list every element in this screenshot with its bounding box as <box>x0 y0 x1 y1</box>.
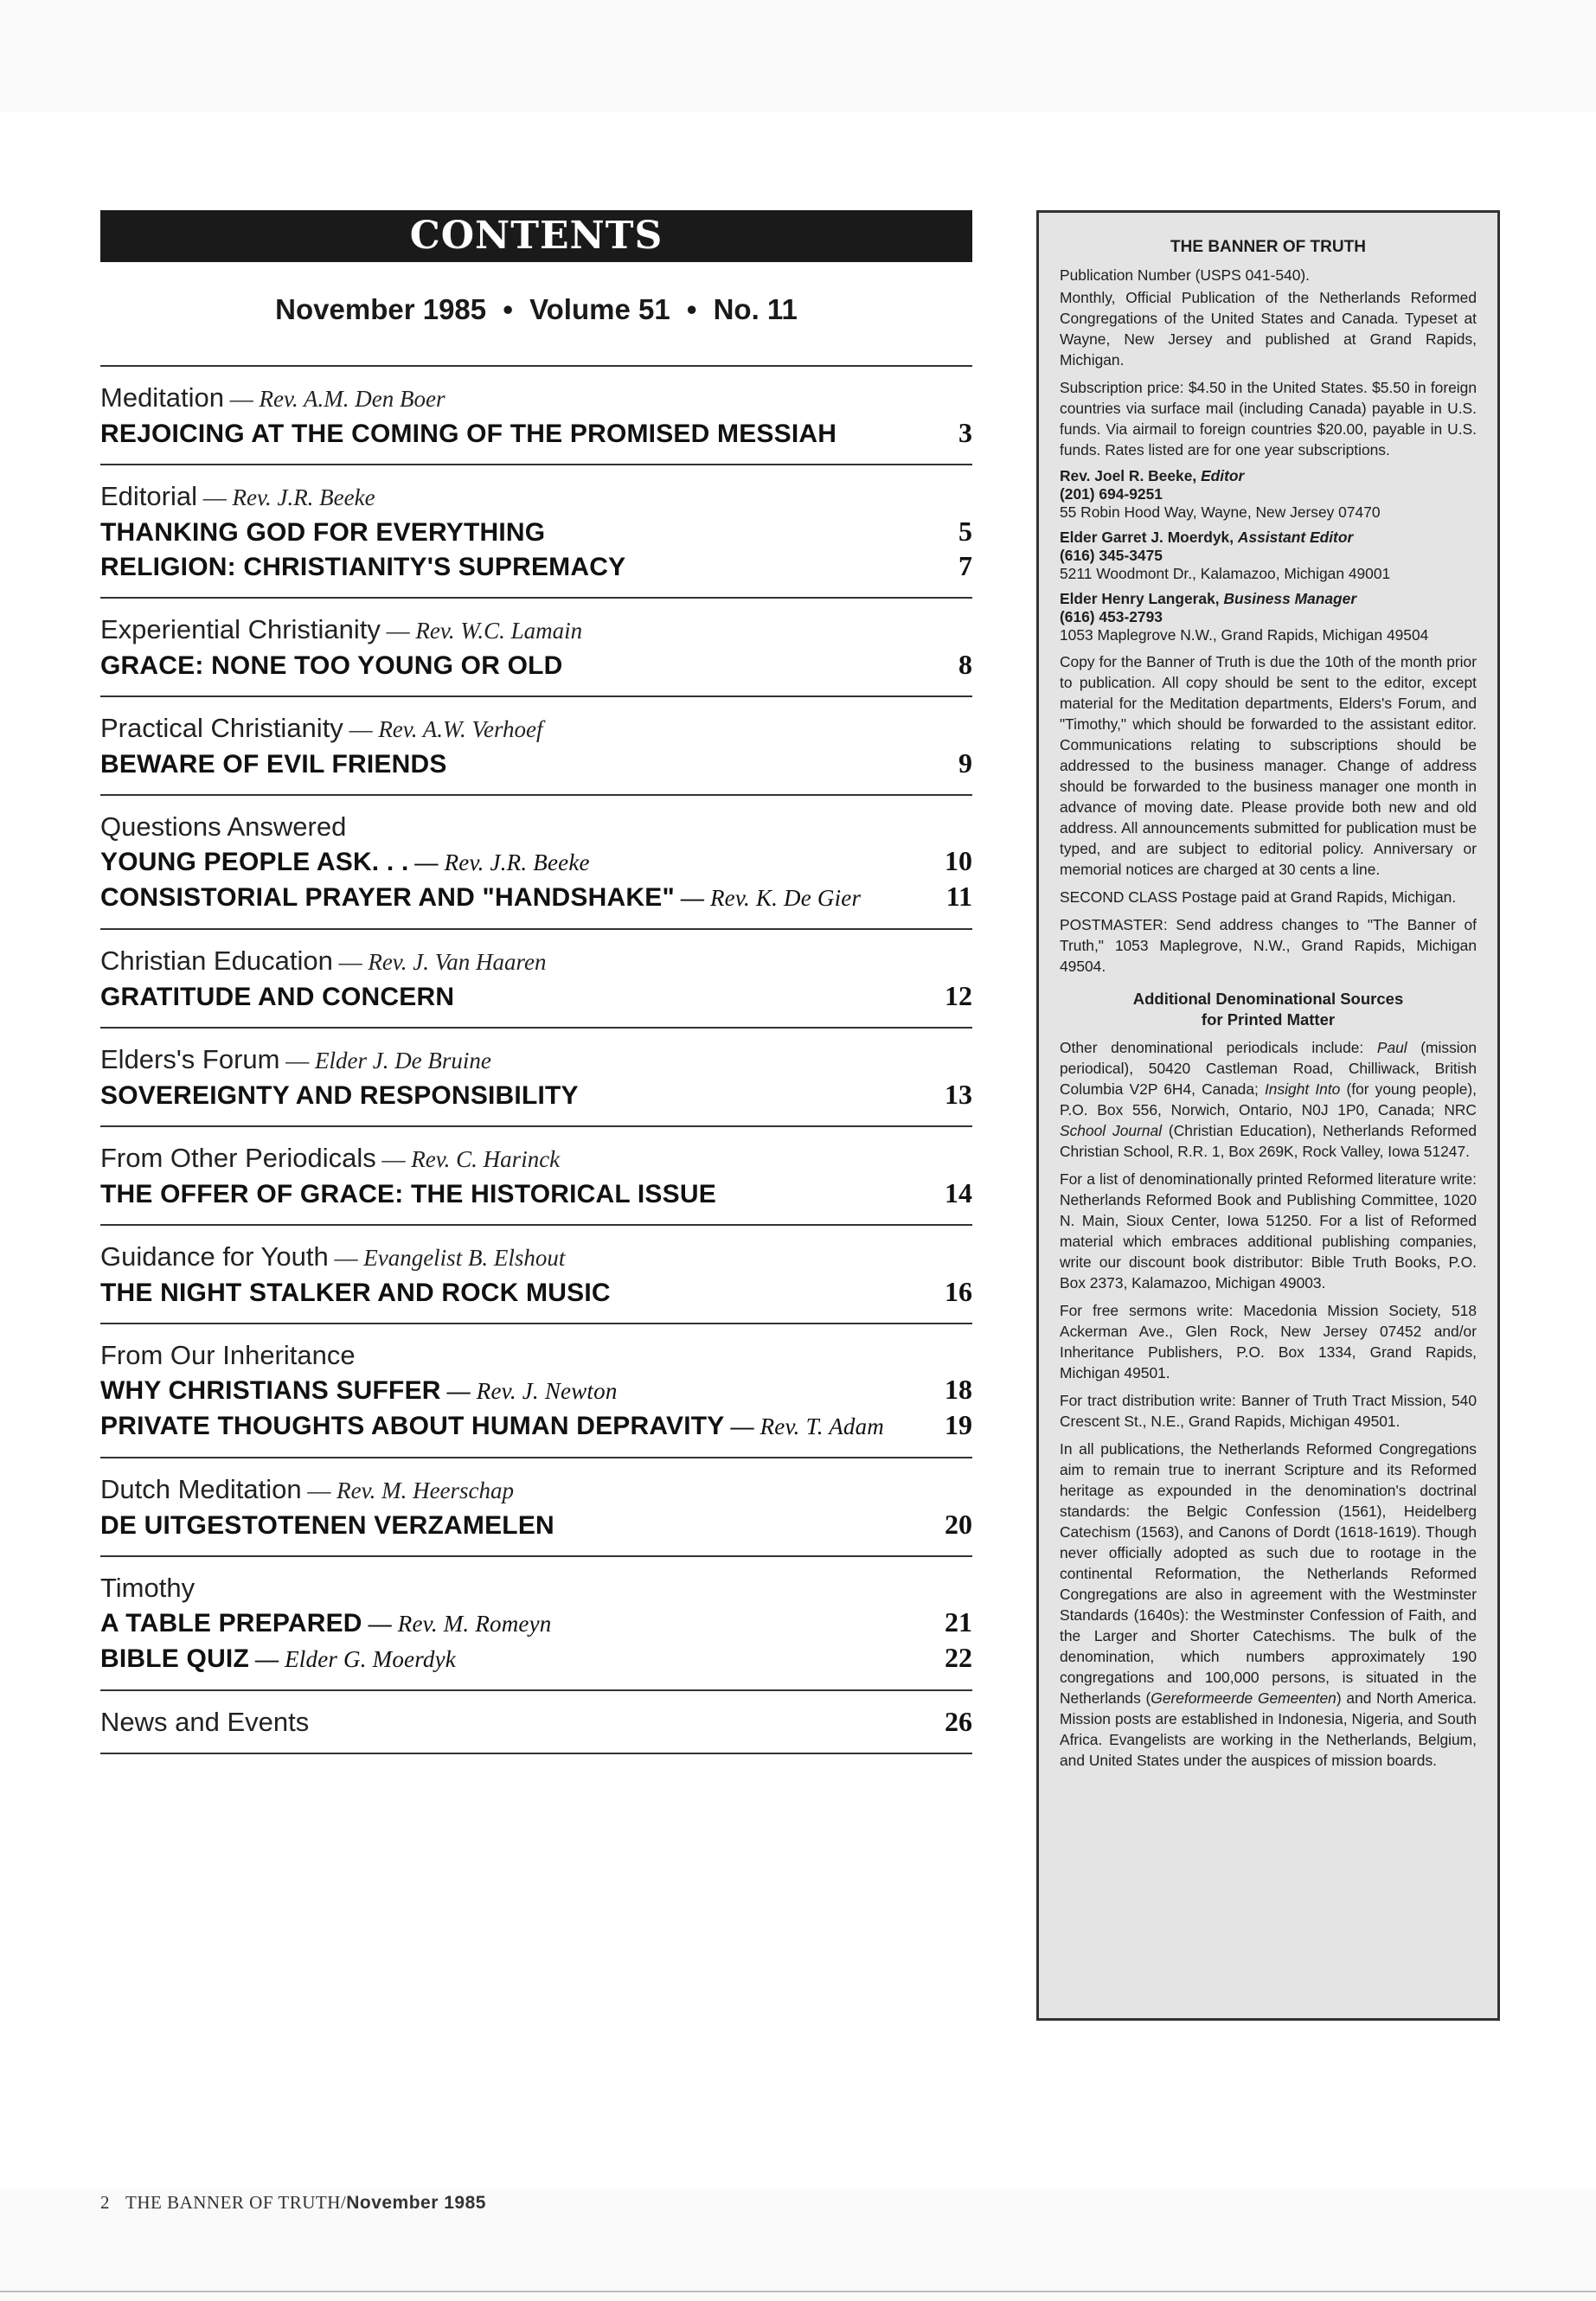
issue-volume: Volume 51 <box>529 293 670 325</box>
em-dash: — <box>279 1048 315 1074</box>
page-number: 19 <box>945 1409 972 1440</box>
masthead-box <box>1036 210 1500 2021</box>
staff-address: 5211 Woodmont Dr., Kalamazoo, Michigan 49001 <box>1060 565 1391 582</box>
section-byline: Rev. A.W. Verhoef <box>378 716 543 742</box>
article-byline: Rev. J. Newton <box>476 1378 618 1404</box>
sources-heading-line-2: for Printed Matter <box>1201 1010 1336 1029</box>
article-title <box>100 1409 920 1444</box>
section-heading <box>100 1338 972 1373</box>
page-number: 16 <box>945 1276 972 1307</box>
section-heading <box>100 1042 972 1078</box>
sermons-paragraph: For free sermons write: Macedonia Mission Society, 518 Ackerman Ave., Glen Rock, New Jersey 07452 and/or Inheritance Publishers, P.O. Box 1334, Grand Rapids, Michigan 49501. <box>1060 1302 1477 1381</box>
article-title-text: WHY CHRISTIANS SUFFER <box>100 1376 441 1405</box>
publication-number: Publication Number (USPS 041-540). <box>1060 266 1311 284</box>
aim-text: In all publications, the Netherlands Reformed Congregations aim to remain true to inerrant Scripture and its Reformed heritage as expounded in the denomination's doctrinal standards: the Belgic Confession (1561), Heidelberg Catechism (1563), and Canons of Dordt (1618-1619). Though never officially adopted as such due to rootage in the continental Reformation, the Netherlands Reformed Congregations are also in agreement with the Westminster Standards (1640s): the Westminster Confession of Faith, and the Larger and Shorter Catechisms. The bulk of the denomination, which numbers approximately 190 congregations and 100,000 persons, is situated in the Netherlands ( <box>1060 1440 1477 1707</box>
aim-dutch-name: Gereformeerde Gemeenten <box>1151 1689 1336 1707</box>
staff-entry <box>1060 467 1477 522</box>
article-title <box>100 550 920 584</box>
page-number: 26 <box>945 1706 972 1737</box>
page-number: 7 <box>958 550 972 581</box>
article-row <box>100 1275 972 1310</box>
section-byline: Rev. M. Heerschap <box>337 1477 515 1503</box>
article-title <box>100 881 920 915</box>
scan-margin-top <box>0 0 1596 112</box>
postmaster-note: POSTMASTER: Send address changes to "The Banner of Truth," 1053 Maplegrove, N.W., Grand Rapids, Michigan 49504. <box>1060 916 1477 975</box>
article-title-text: CONSISTORIAL PRAYER AND "HANDSHAKE" <box>100 883 675 912</box>
section-name: Editorial <box>100 481 197 511</box>
em-dash: — <box>301 1477 337 1503</box>
contents-banner: CONTENTS <box>100 210 972 262</box>
periodicals-text: (Christian Education), Netherlands Reformed Christian School, R.R. 1, Box 269K, Rock Valley, Iowa 51247. <box>1060 1122 1477 1160</box>
em-dash: — <box>328 1245 364 1271</box>
section-heading <box>100 1240 972 1275</box>
staff-entry <box>1060 590 1477 644</box>
em-dash: — <box>380 618 416 644</box>
staff-address: 55 Robin Hood Way, Wayne, New Jersey 07470 <box>1060 503 1381 521</box>
page-footer <box>100 2192 486 2214</box>
section-name: Practical Christianity <box>100 713 343 743</box>
bullet-separator: • <box>686 293 697 325</box>
staff-name: Rev. Joel R. Beeke, <box>1060 467 1197 484</box>
article-row <box>100 1078 972 1112</box>
staff-role: Assistant Editor <box>1237 529 1354 546</box>
article-title <box>100 1606 920 1641</box>
section-name: Dutch Meditation <box>100 1474 302 1504</box>
section-heading <box>100 381 972 416</box>
staff-name: Elder Garret J. Moerdyk, <box>1060 529 1234 546</box>
section-byline: Rev. C. Harinck <box>411 1146 561 1172</box>
subscription-price: Subscription price: $4.50 in the United States. $5.50 in foreign countries via surface mail (including Canada) payable in U.S. funds. Via airmail to foreign countries $20.00, payable in U.S. funds. Rates listed are for one year subscriptions. <box>1060 379 1477 458</box>
section-name: Christian Education <box>100 945 333 976</box>
article-row <box>100 979 972 1014</box>
page-number: 10 <box>945 845 972 876</box>
em-dash: — <box>249 1646 285 1672</box>
article-byline: Rev. K. De Gier <box>709 885 862 911</box>
article-row <box>100 844 972 880</box>
section-name: Experiential Christianity <box>100 614 381 644</box>
scan-edge <box>0 2291 1596 2292</box>
section-heading <box>100 944 972 979</box>
article-title <box>100 845 920 880</box>
article-title-text: RELIGION: CHRISTIANITY'S SUPREMACY <box>100 553 626 581</box>
section-name: Elders's Forum <box>100 1044 280 1074</box>
page-number: 3 <box>958 417 972 448</box>
sources-heading-line-1: Additional Denominational Sources <box>1132 990 1404 1008</box>
page-number: 18 <box>945 1374 972 1405</box>
em-dash: — <box>362 1611 398 1637</box>
footer-date: November 1985 <box>346 2193 486 2213</box>
em-dash: — <box>224 386 260 412</box>
toc-section <box>100 367 972 465</box>
article-row <box>100 416 972 451</box>
article-title <box>100 1276 920 1310</box>
page-number: 12 <box>945 980 972 1011</box>
tracts-paragraph: For tract distribution write: Banner of Truth Tract Mission, 540 Crescent St., N.E., Grand Rapids, Michigan 49501. <box>1060 1392 1477 1430</box>
toc-section <box>100 930 972 1029</box>
article-title <box>100 1642 920 1676</box>
staff-list <box>1060 467 1477 644</box>
section-byline: Rev. J. Van Haaren <box>368 949 547 975</box>
periodical-paul: Paul <box>1376 1039 1407 1056</box>
article-title <box>100 649 920 683</box>
section-heading <box>100 1141 972 1176</box>
page-number: 22 <box>945 1642 972 1673</box>
article-row <box>100 747 972 781</box>
literature-paragraph: For a list of denominationally printed Reformed literature write: Netherlands Reformed Book and Publishing Committee, 1020 N. Main, Sioux Center, Iowa 51250. For a list of Reformed material which embraces additional publishing companies, write our discount book distributor: Bible Truth Books, P.O. Box 2373, Kalamazoo, Michigan 49003. <box>1060 1170 1477 1292</box>
article-title-text: THE OFFER OF GRACE: THE HISTORICAL ISSUE <box>100 1180 716 1208</box>
staff-name: Elder Henry Langerak, <box>1060 590 1220 607</box>
article-title-text: PRIVATE THOUGHTS ABOUT HUMAN DEPRAVITY <box>100 1412 725 1440</box>
section-name: Timothy <box>100 1573 195 1603</box>
toc-section <box>100 1324 972 1458</box>
article-title-text: DE UITGESTOTENEN VERZAMELEN <box>100 1511 554 1540</box>
toc-section <box>100 599 972 697</box>
section-heading <box>100 810 972 844</box>
article-title <box>100 417 920 451</box>
em-dash: — <box>674 885 710 911</box>
article-title <box>100 1374 920 1408</box>
page-number: 11 <box>945 881 972 912</box>
news-row <box>100 1705 972 1740</box>
article-byline: Rev. J.R. Beeke <box>444 849 590 875</box>
section-heading <box>100 1472 972 1508</box>
article-title-text: YOUNG PEOPLE ASK. . . <box>100 848 409 876</box>
issue-date: November 1985 <box>275 293 487 325</box>
em-dash: — <box>440 1378 477 1404</box>
article-title-text: BEWARE OF EVIL FRIENDS <box>100 750 447 779</box>
masthead-title: THE BANNER OF TRUTH <box>1170 238 1366 256</box>
toc-section-news <box>100 1691 972 1754</box>
page-number: 8 <box>958 649 972 680</box>
section-name: Meditation <box>100 382 225 413</box>
toc-section <box>100 1226 972 1324</box>
section-heading <box>100 1571 972 1606</box>
section-name: Guidance for Youth <box>100 1241 329 1272</box>
sources-heading <box>1060 989 1477 1030</box>
toc-section <box>100 697 972 796</box>
section-heading <box>100 711 972 747</box>
bullet-separator: • <box>503 293 513 325</box>
article-row <box>100 1508 972 1542</box>
toc-section <box>100 1557 972 1691</box>
section-byline: Evangelist B. Elshout <box>363 1245 566 1271</box>
article-title <box>100 1177 920 1211</box>
section-name: From Other Periodicals <box>100 1143 376 1173</box>
article-title <box>100 1509 920 1542</box>
em-dash: — <box>724 1413 760 1439</box>
page-number: 5 <box>958 516 972 547</box>
article-row <box>100 1408 972 1444</box>
article-byline: Rev. T. Adam <box>760 1413 884 1439</box>
page-number: 2 <box>100 2192 110 2213</box>
article-row <box>100 1641 972 1676</box>
article-title-text: GRATITUDE AND CONCERN <box>100 983 455 1011</box>
toc-section <box>100 796 972 930</box>
em-dash: — <box>408 849 445 875</box>
footer-publication: THE BANNER OF TRUTH/ <box>125 2192 347 2213</box>
article-title-text: THANKING GOD FOR EVERYTHING <box>100 518 546 547</box>
issue-line <box>100 290 972 330</box>
staff-role: Business Manager <box>1223 590 1357 607</box>
page-number: 14 <box>945 1177 972 1208</box>
section-name: From Our Inheritance <box>100 1340 356 1370</box>
staff-role: Editor <box>1201 467 1245 484</box>
article-title <box>100 747 920 781</box>
staff-phone: (201) 694-9251 <box>1060 485 1163 503</box>
periodicals-text: (for young people), P.O. Box 556, Norwich, Ontario, N0J 1P0, Canada; NRC <box>1060 1080 1477 1118</box>
periodicals-paragraph <box>1060 1037 1477 1162</box>
copy-deadline-note: Copy for the Banner of Truth is due the 10th of the month prior to publication. All copy should be sent to the editor, except material for the Meditation departments, Elders's Forum, and "Timothy," which should be forwarded to the assistant editor. Communications relating to subscriptions should be addressed to the business manager. Change of address should be forwarded to the business manager one month in advance of moving date. Please provide both new and old address. All announcements submitted for publication must be typed, and are subject to editorial policy. Anniversary or memorial notices are charged at 30 cents a line. <box>1060 653 1477 878</box>
periodicals-text: (mission periodical), 50420 Castleman Road, Chilliwack, British Columbia V2P 6H4, Canada; <box>1060 1039 1477 1098</box>
page-number: 21 <box>945 1606 972 1638</box>
em-dash: — <box>332 949 369 975</box>
article-title-text: BIBLE QUIZ <box>100 1644 249 1673</box>
article-title-text: REJOICING AT THE COMING OF THE PROMISED MESSIAH <box>100 420 837 448</box>
article-title <box>100 1079 920 1112</box>
aim-text: ) and North America. Mission posts are established in Indonesia, Nigeria, and South Africa. Evangelists are working in the Netherlands, Belgium, and United States under the auspices of mission boards. <box>1060 1689 1477 1769</box>
article-title <box>100 980 920 1014</box>
section-heading <box>100 479 972 515</box>
article-row <box>100 880 972 915</box>
em-dash: — <box>197 484 233 510</box>
section-heading <box>100 612 972 648</box>
staff-phone: (616) 345-3475 <box>1060 547 1163 564</box>
article-title-text: GRACE: NONE TOO YOUNG OR OLD <box>100 651 563 680</box>
section-name: Questions Answered <box>100 811 347 842</box>
article-byline: Elder G. Moerdyk <box>285 1646 456 1672</box>
toc-section <box>100 1029 972 1127</box>
article-row <box>100 549 972 584</box>
section-byline: Elder J. De Bruine <box>314 1048 491 1074</box>
page-number: 9 <box>958 747 972 779</box>
page-number: 13 <box>945 1079 972 1110</box>
staff-entry <box>1060 529 1477 583</box>
publication-about: Monthly, Official Publication of the Netherlands Reformed Congregations of the United States and Canada. Typeset at Wayne, New Jersey and published at Grand Rapids, Michigan. <box>1060 289 1477 369</box>
article-title-text: THE NIGHT STALKER AND ROCK MUSIC <box>100 1279 611 1307</box>
section-byline: Rev. J.R. Beeke <box>232 484 375 510</box>
article-title <box>100 516 920 549</box>
article-title-text: A TABLE PREPARED <box>100 1609 362 1638</box>
article-row <box>100 1176 972 1211</box>
table-of-contents <box>100 365 972 1754</box>
periodical-school-journal: School Journal <box>1060 1122 1163 1139</box>
aim-paragraph <box>1060 1439 1477 1771</box>
article-row <box>100 515 972 549</box>
section-byline: Rev. A.M. Den Boer <box>259 386 445 412</box>
postage-note: SECOND CLASS Postage paid at Grand Rapids, Michigan. <box>1060 888 1457 906</box>
news-heading: News and Events <box>100 1707 310 1737</box>
article-row <box>100 1373 972 1408</box>
periodical-insight: Insight Into <box>1264 1080 1341 1098</box>
staff-phone: (616) 453-2793 <box>1060 608 1163 625</box>
toc-section <box>100 1458 972 1557</box>
periodicals-text: Other denominational periodicals include: <box>1060 1039 1377 1056</box>
em-dash: — <box>375 1146 412 1172</box>
toc-section <box>100 465 972 599</box>
article-byline: Rev. M. Romeyn <box>397 1611 552 1637</box>
article-title-text: SOVEREIGNTY AND RESPONSIBILITY <box>100 1081 579 1110</box>
issue-number: No. 11 <box>713 293 798 325</box>
article-row <box>100 648 972 683</box>
page-number: 20 <box>945 1509 972 1540</box>
em-dash: — <box>343 716 379 742</box>
article-row <box>100 1606 972 1641</box>
section-byline: Rev. W.C. Lamain <box>415 618 583 644</box>
staff-address: 1053 Maplegrove N.W., Grand Rapids, Michigan 49504 <box>1060 626 1429 644</box>
toc-section <box>100 1127 972 1226</box>
